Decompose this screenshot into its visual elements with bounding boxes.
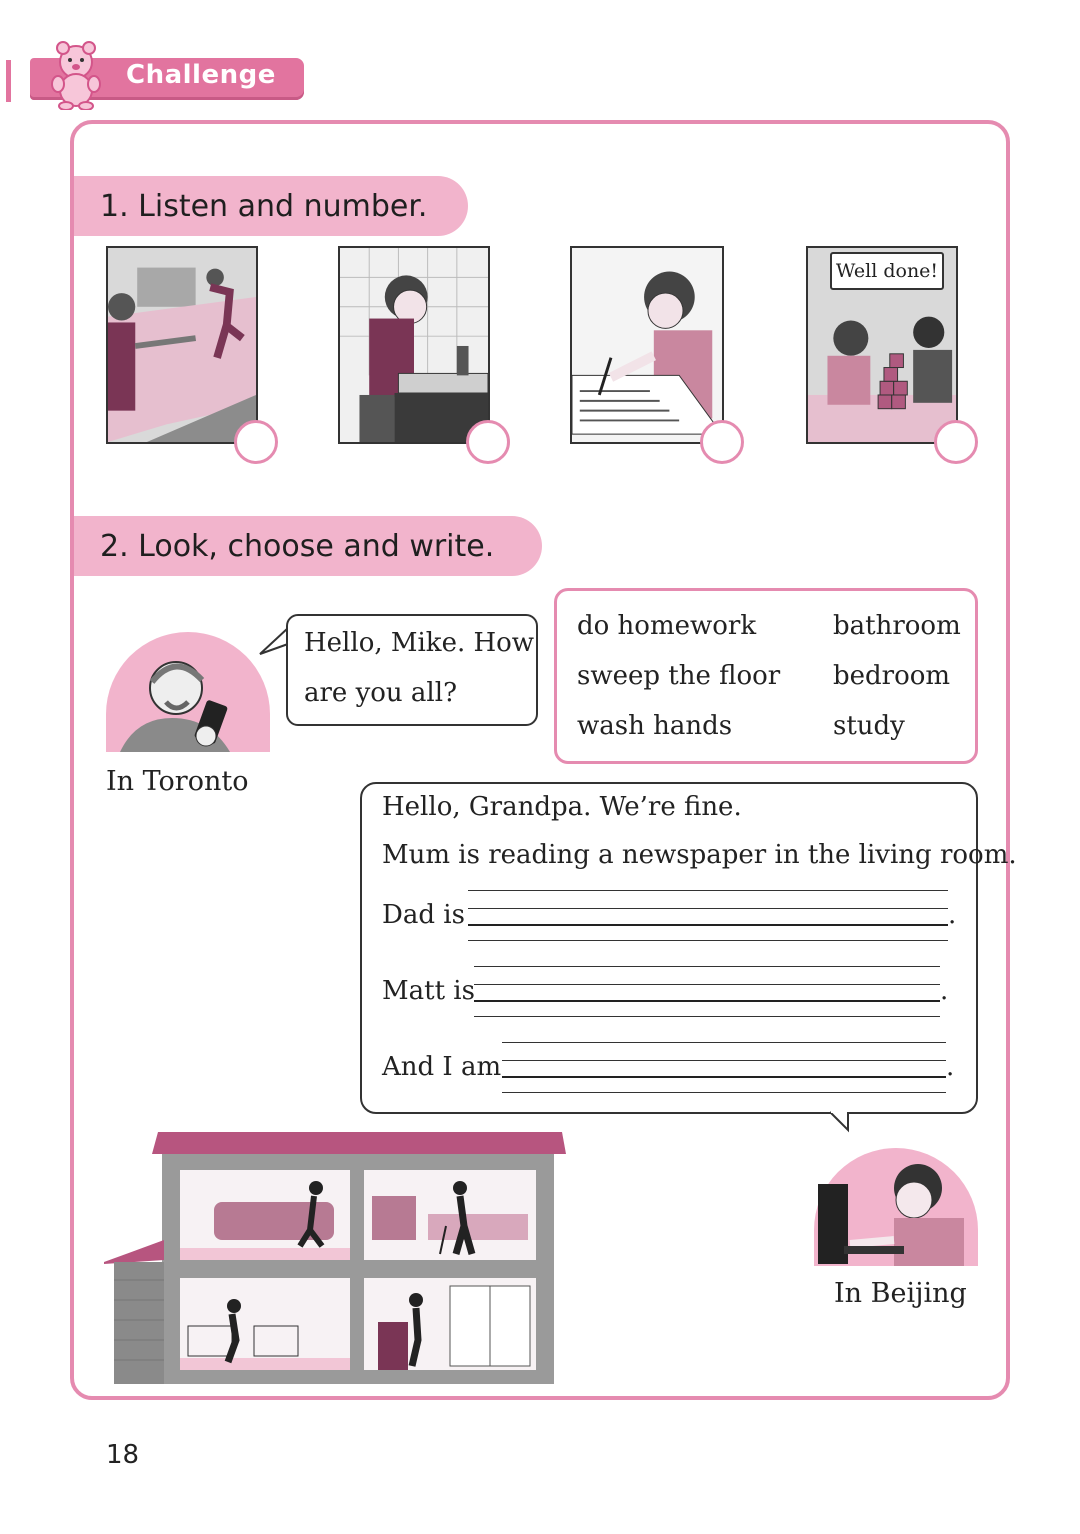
- dad-prompt: Dad is: [382, 900, 465, 930]
- task1-title: 1. Listen and number.: [74, 176, 468, 236]
- word-bank: [554, 588, 978, 764]
- number-circle-1[interactable]: [234, 420, 278, 464]
- dad-answer-lines[interactable]: [468, 890, 948, 942]
- well-done-speech: Well done!: [830, 252, 944, 290]
- dad-period: .: [948, 900, 957, 930]
- matt-period: .: [940, 976, 949, 1006]
- me-answer-lines[interactable]: [502, 1042, 946, 1094]
- mike-bubble-tail: [826, 1110, 862, 1134]
- word-bank-item: do homework: [577, 611, 757, 641]
- number-circle-2[interactable]: [466, 420, 510, 464]
- task2-title: 2. Look, choose and write.: [74, 516, 542, 576]
- page-number: 18: [106, 1440, 140, 1470]
- word-bank-item: bathroom: [833, 611, 961, 641]
- picture-homework: [570, 246, 724, 444]
- me-period: .: [946, 1052, 955, 1082]
- word-bank-item: wash hands: [577, 711, 733, 741]
- bear-mascot-icon: [46, 38, 106, 110]
- matt-answer-lines[interactable]: [474, 966, 940, 1018]
- word-bank-item: sweep the floor: [577, 661, 781, 691]
- mike-line-1: Hello, Grandpa. We’re fine.: [382, 792, 742, 822]
- header-side-bar: [6, 60, 11, 102]
- me-prompt: And I am: [382, 1052, 502, 1082]
- number-circle-3[interactable]: [700, 420, 744, 464]
- picture-running: [106, 246, 258, 444]
- word-bank-item: study: [833, 711, 905, 741]
- mike-speech-bubble: [360, 782, 1017, 1114]
- matt-prompt: Matt is: [382, 976, 475, 1006]
- grandpa-line-1: Hello, Mike. How: [304, 628, 535, 658]
- picture-washing-hands: [338, 246, 490, 444]
- challenge-label: Challenge: [126, 60, 276, 90]
- toronto-label: In Toronto: [106, 766, 249, 797]
- grandpa-speech-bubble: [286, 614, 538, 726]
- word-bank-item: bedroom: [833, 661, 951, 691]
- number-circle-4[interactable]: [934, 420, 978, 464]
- house-illustration: [104, 1130, 566, 1384]
- mike-avatar: [814, 1148, 978, 1266]
- grandpa-line-2: are you all?: [304, 678, 458, 708]
- grandpa-avatar: [106, 632, 270, 752]
- beijing-label: In Beijing: [834, 1278, 967, 1309]
- mike-line-2: Mum is reading a newspaper in the living room.: [382, 840, 1017, 870]
